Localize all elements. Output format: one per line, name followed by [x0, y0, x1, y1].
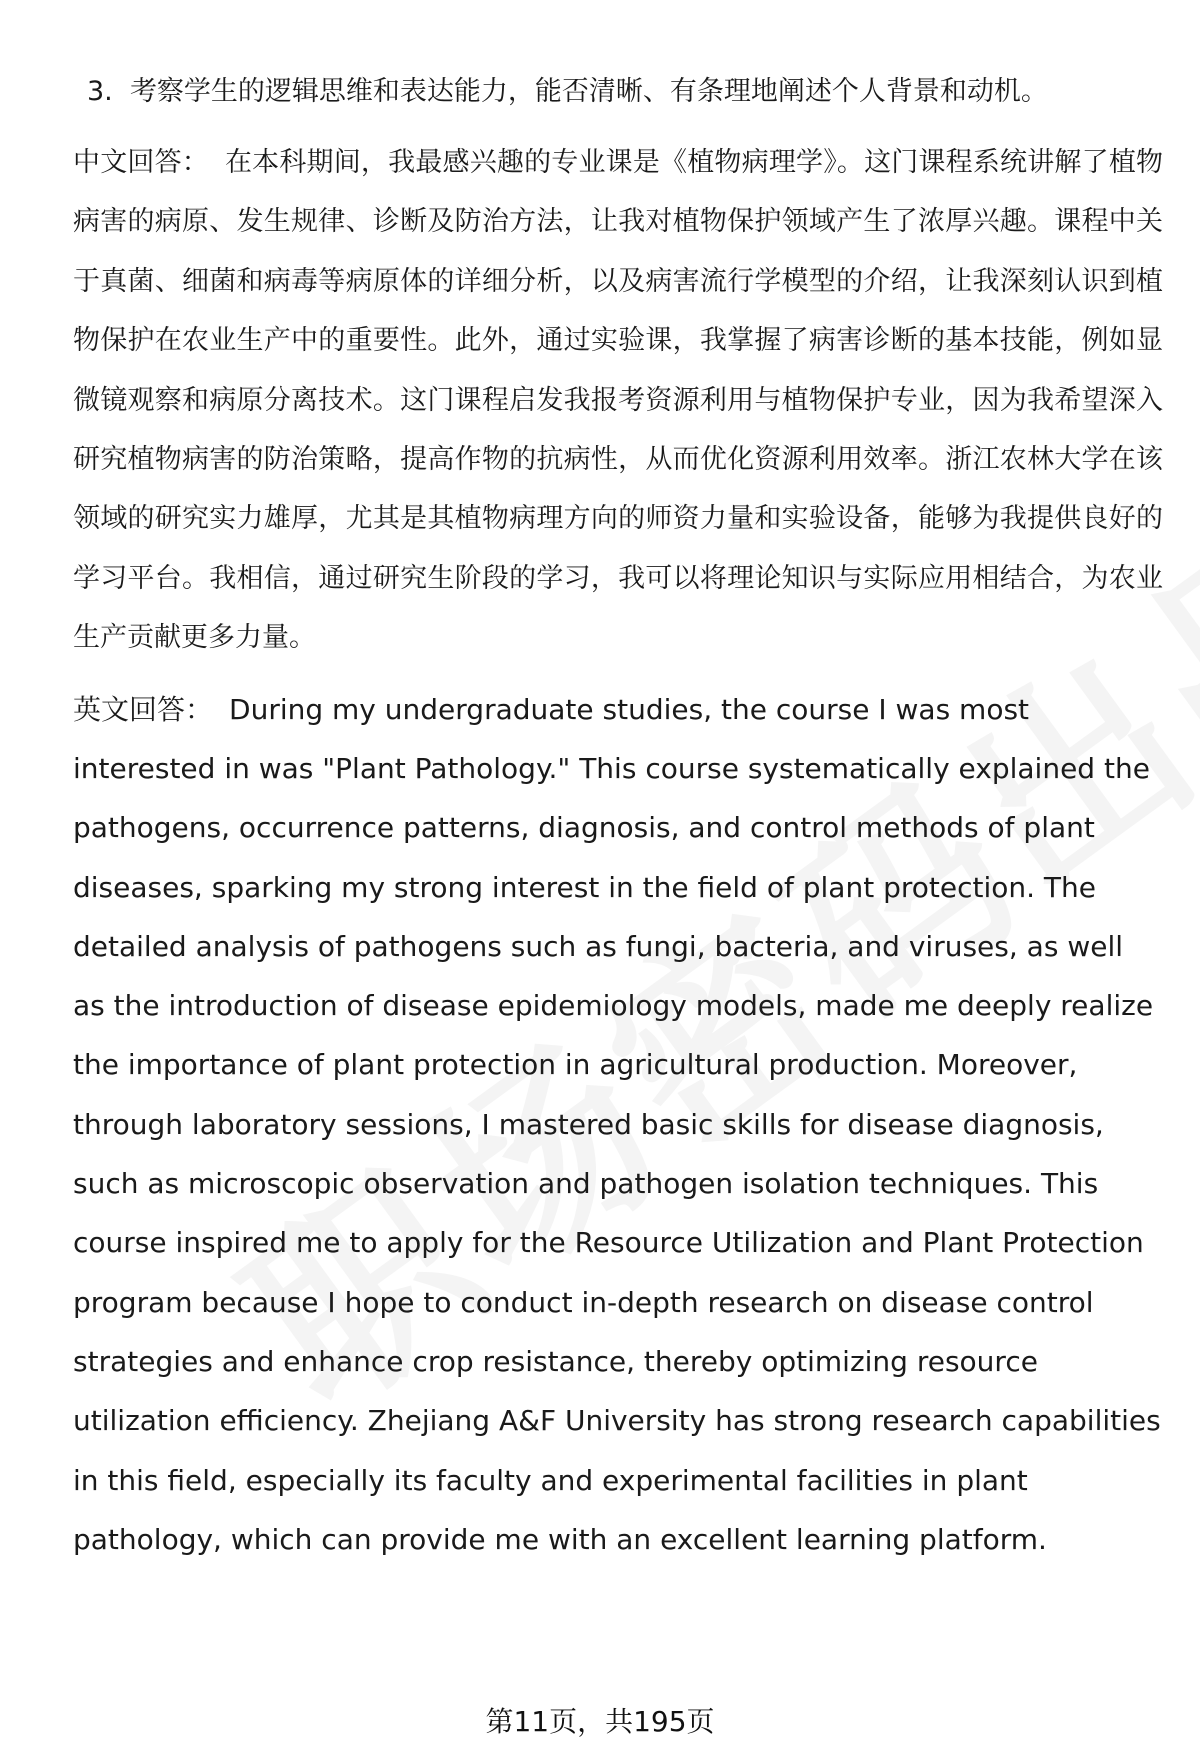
point-number: 3. [87, 76, 113, 107]
chinese-answer-text: 在本科期间，我最感兴趣的专业课是《植物病理学》。这门课程系统讲解了植物病害的病原、发生规律、诊断及防治方法，让我对植物保护领域产生了浓厚兴趣。课程中关于真菌、细菌和病毒等病原体的详细分析，以及病害流行学模型的介绍，让我深刻认识到植物保护在农业生产中的重要性。此外，通过实验课，我掌握了病害诊断的基本技能，例如显微镜观察和病原分离技术。这门课程启发我报考资源利用与植物保护专业，因为我希望深入研究植物病害的防治策略，提高作物的抗病性，从而优化资源利用效率。浙江农林大学在该领域的研究实力雄厚，尤其是其植物病理方向的师资力量和实验设备，能够为我提供良好的学习平台。我相信，通过研究生阶段的学习，我可以将理论知识与实际应用相结合，为农业生产贡献更多力量。 [73, 147, 1164, 654]
english-answer-label: 英文回答： [73, 692, 214, 726]
page-number-footer: 第11页，共195页 [485, 1705, 715, 1738]
evaluation-point-3 [87, 62, 1163, 121]
page-content [73, 62, 1163, 1569]
point-text: 考察学生的逻辑思维和表达能力，能否清晰、有条理地阐述个人背景和动机。 [129, 76, 1048, 107]
english-answer-text: During my undergraduate studies, the course I was most interested in was "Plant Pathology." This course systematically explained the pathogens, occurrence patterns, diagnosis, and control methods of plant diseases, sparking my strong interest in the field of plant protection. The detailed analysis of pathogens such as fungi, bacteria, and viruses, as well as the introduction of disease epidemiology models, made me deeply realize the importance of plant protection in agricultural production. Moreover, through laboratory sessions, I mastered basic skills for disease diagnosis, such as microscopic observation and pathogen isolation techniques. This course inspired me to apply for the Resource Utilization and Plant Protection program because I hope to conduct in-depth research on disease control strategies and enhance crop resistance, thereby optimizing resource utilization efficiency. Zhejiang A&F University has strong research capabilities in this field, especially its faculty and experimental facilities in plant pathology, which can provide me with an excellent learning platform. [73, 692, 1161, 1556]
english-answer-paragraph [73, 680, 1163, 1569]
chinese-answer-label: 中文回答： [73, 147, 209, 178]
chinese-answer-paragraph [73, 133, 1163, 668]
